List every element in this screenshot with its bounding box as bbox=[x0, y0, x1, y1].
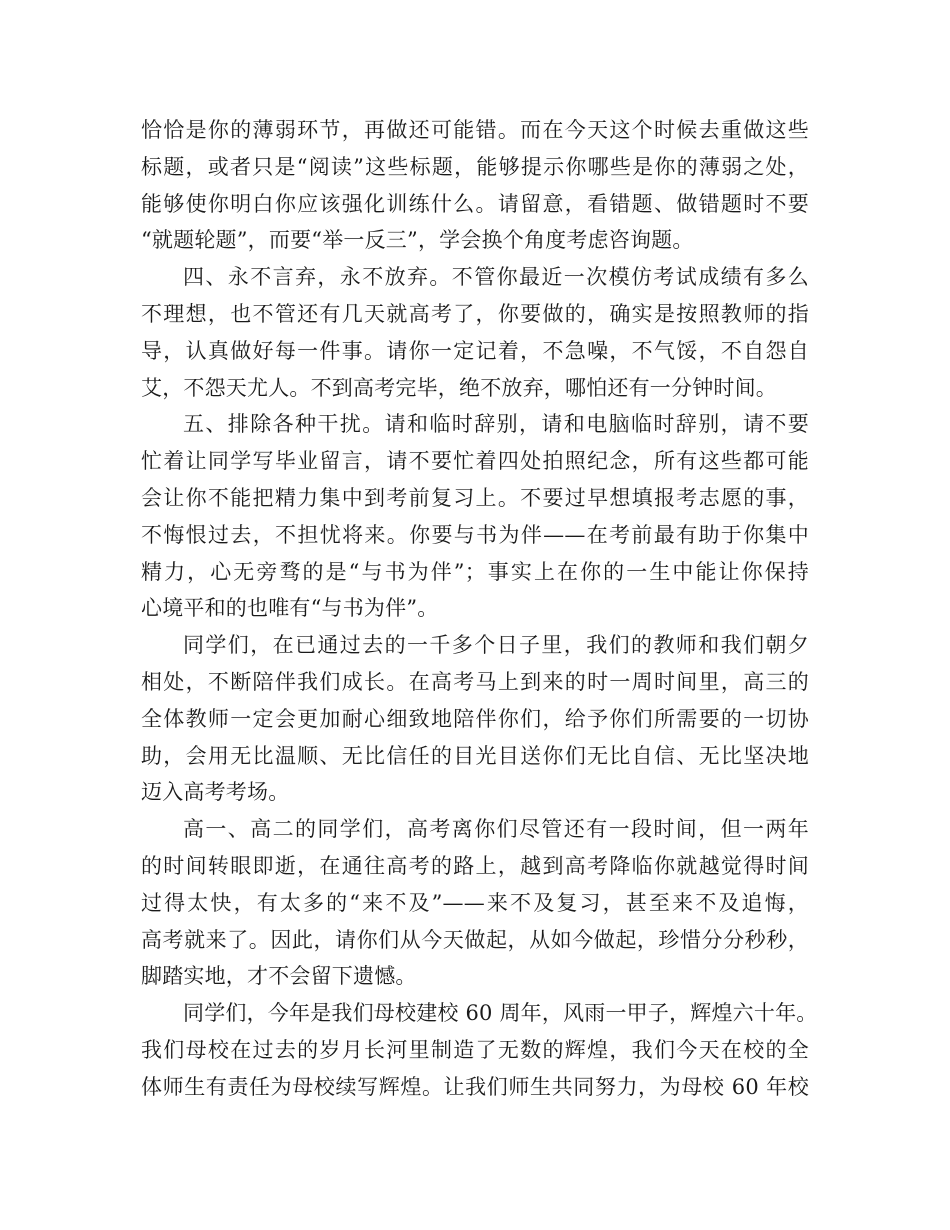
paragraph-five bbox=[141, 406, 809, 627]
text-line: 不悔恨过去，不担忧将来。你要与书为伴——在考前最有助于你集中 bbox=[141, 522, 809, 547]
text-line: 艾，不怨天尤人。不到高考完毕，绝不放弃，哪怕还有一分钟时间。 bbox=[141, 375, 777, 400]
text-line: 同学们，在已通过去的一千多个日子里，我们的教师和我们朝夕 bbox=[183, 633, 809, 658]
text-line: 不理想，也不管还有几天就高考了，你要做的，确实是按照教师的指 bbox=[141, 301, 809, 326]
text-line: 四、永不言弃，永不放弃。不管你最近一次模仿考试成绩有多么 bbox=[183, 265, 809, 290]
text-line: 五、排除各种干扰。请和临时辞别，请和电脑临时辞别，请不要 bbox=[183, 412, 809, 437]
paragraph-anniversary bbox=[141, 995, 818, 1105]
paragraph-grade bbox=[141, 811, 809, 995]
document-body bbox=[141, 112, 818, 1106]
text-line: 精力，心无旁骛的是“与书为伴”；事实上在你的一生中能让你保持 bbox=[141, 559, 809, 584]
text-line: 高考就来了。因此，请你们从今天做起，从如今做起，珍惜分分秒秒， bbox=[141, 927, 809, 952]
text-line: “就题轮题”，而要“举一反三”，学会换个角度考虑咨询题。 bbox=[141, 228, 694, 253]
text-line: 相处，不断陪伴我们成长。在高考马上到来的时一周时间里，高三的 bbox=[141, 669, 809, 694]
paragraph-four bbox=[141, 259, 809, 406]
text-line: 迈入高考考场。 bbox=[141, 780, 290, 805]
text-line: 同学们，今年是我们母校建校 60 周年，风雨一甲子，辉煌六十年。 bbox=[183, 1001, 818, 1026]
text-line: 恰恰是你的薄弱环节，再做还可能错。而在今天这个时候去重做这些 bbox=[141, 118, 809, 142]
text-line: 能够使你明白你应该强化训练什么。请留意，看错题、做错题时不要 bbox=[141, 191, 809, 216]
text-line: 心境平和的也唯有“与书为伴”。 bbox=[141, 596, 439, 621]
text-line: 高一、高二的同学们，高考离你们尽管还有一段时间，但一两年 bbox=[183, 817, 809, 842]
text-line: 导，认真做好每一件事。请你一定记着，不急噪，不气馁，不自怨自 bbox=[141, 338, 809, 363]
text-line: 的时间转眼即逝，在通往高考的路上，越到高考降临你就越觉得时间 bbox=[141, 853, 809, 878]
text-line: 助，会用无比温顺、无比信任的目光目送你们无比自信、无比坚决地 bbox=[141, 743, 809, 768]
text-line: 全体教师一定会更加耐心细致地陪伴你们，给予你们所需要的一切协 bbox=[141, 706, 809, 731]
paragraph-classmates bbox=[141, 627, 809, 811]
text-line: 标题，或者只是“阅读”这些标题，能够提示你哪些是你的薄弱之处， bbox=[141, 154, 809, 179]
text-line: 我们母校在过去的岁月长河里制造了无数的辉煌，我们今天在校的全 bbox=[141, 1037, 809, 1062]
text-line: 会让你不能把精力集中到考前复习上。不要过早想填报考志愿的事， bbox=[141, 485, 809, 510]
text-line: 脚踏实地，才不会留下遗憾。 bbox=[141, 964, 417, 989]
text-line: 忙着让同学写毕业留言，请不要忙着四处拍照纪念，所有这些都可能 bbox=[141, 449, 809, 474]
paragraph-continued bbox=[141, 112, 809, 259]
text-line: 过得太快，有太多的“来不及”——来不及复习，甚至来不及追悔， bbox=[141, 890, 809, 915]
text-line: 体师生有责任为母校续写辉煌。让我们师生共同努力，为母校 60 年校 bbox=[141, 1074, 809, 1099]
